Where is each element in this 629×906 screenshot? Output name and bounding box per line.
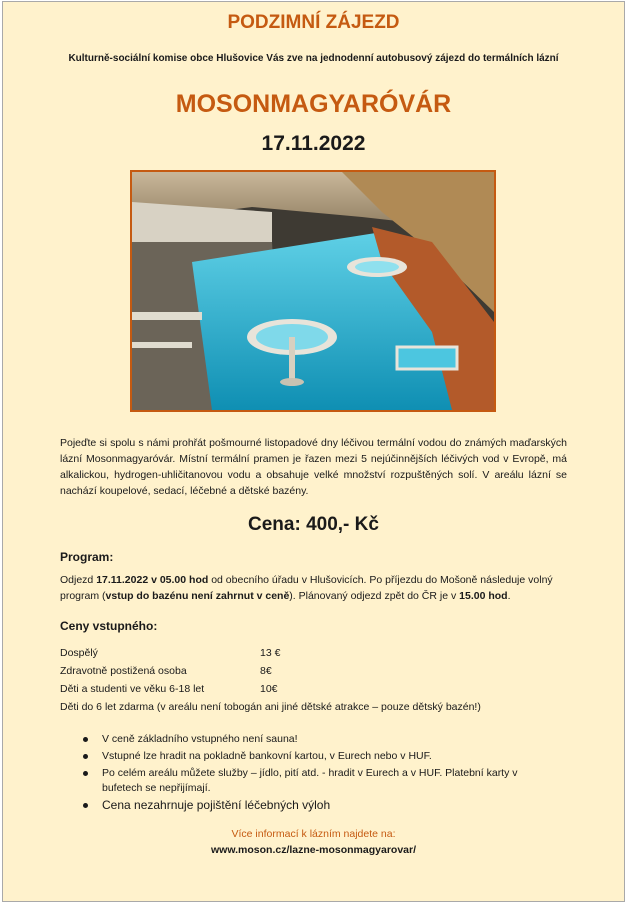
note-text: V ceně základního vstupného není sauna! (102, 733, 298, 745)
pool-illustration (132, 172, 494, 410)
website-link[interactable]: www.moson.cz/lazne-mosonmagyarovar/ (211, 844, 416, 856)
note-text: Po celém areálu můžete služby – jídlo, pití atd. - hradit v Eurech a v HUF. Platební karty v bufetech se nepřijímají. (102, 767, 518, 794)
program-text-part: . (507, 590, 511, 602)
program-text-part: Odjezd (60, 574, 97, 586)
note-text: Vstupné lze hradit na pokladně bankovní kartou, v Eurech nebo v HUF. (102, 750, 432, 762)
entry-not-included-note: vstup do bazénu není zahrnut v ceně (105, 590, 290, 602)
fee-amount: 10€ (260, 683, 278, 695)
fee-category: Dospělý (60, 647, 98, 659)
program-heading: Program: (60, 550, 114, 564)
fee-category: Děti a studenti ve věku 6-18 let (60, 683, 205, 695)
trip-price: Cena: 400,- Kč (248, 514, 379, 535)
program-text (60, 572, 570, 604)
flyer-page (2, 1, 625, 902)
bullet-icon (83, 754, 88, 759)
list-item (83, 732, 553, 747)
trip-date: 17.11.2022 (261, 132, 366, 155)
departure-time: 17.11.2022 v 05.00 hod (96, 574, 209, 586)
program-text-part: od obecního úřadu v Hlušovicích. Po příjezdu do Mošoně následuje volný program ( (60, 574, 553, 602)
list-item (83, 798, 553, 813)
bullet-icon (83, 803, 88, 808)
list-item (83, 766, 553, 796)
list-item (83, 749, 553, 764)
children-free-note: Děti do 6 let zdarma (v areálu není tobogán ani jiné dětské atrakce – pouze dětský bazén!) (60, 701, 481, 713)
notes-list (83, 732, 553, 815)
intro-text: Kulturně-sociální komise obce Hlušovice Vás zve na jednodenní autobusový zájezd do termálních lázní (68, 53, 559, 64)
thermal-pool-photo (130, 170, 496, 412)
fee-category: Zdravotně postižená osoba (60, 665, 187, 677)
return-time: 15.00 hod (459, 590, 508, 602)
destination-title: MOSONMAGYARÓVÁR (175, 90, 452, 118)
fees-heading: Ceny vstupného: (60, 619, 158, 633)
bullet-icon (83, 737, 88, 742)
fee-amount: 13 € (260, 647, 281, 659)
bullet-icon (83, 771, 88, 776)
description-text: Pojeďte si spolu s námi prohřát pošmourné listopadové dny léčivou termální vodou do známých maďarských lázní Mosonmagyaróvár. Místní termální pramen je řazen mezi 5 nejúčinnějších léčivých vod v Evropě, má alkalickou, hydrogen-uhličitanovou vodu a obsahuje velké množství rozpuštěných solí. V areálu lázní se nachází koupelové, sedací, léčebné a dětské bazény. (60, 437, 567, 497)
fee-amount: 8€ (260, 665, 272, 677)
note-text: Cena nezahrnuje pojištění léčebných výloh (102, 798, 331, 812)
program-text-part: ). Plánovaný odjezd zpět do ČR je v (289, 590, 460, 602)
more-info-label: Více informací k lázním najdete na: (231, 828, 396, 840)
flyer-title: PODZIMNÍ ZÁJEZD (227, 12, 400, 33)
